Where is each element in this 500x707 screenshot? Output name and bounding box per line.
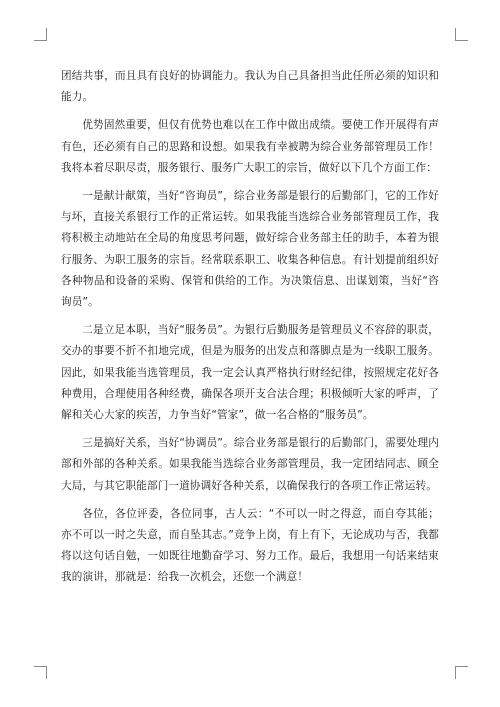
paragraph: 优势固然重要，但仅有优势也难以在工作中做出成绩。要使工作开展得有声有色，还必须有自己的思路和设想。如果我有幸被聘为综合业务部管理员工作！我将本着尽职尽责，服务银行、服务广大职工的宗旨，做好以下几个方面工作：: [61, 119, 439, 174]
crop-mark-top-left: [34, 28, 47, 41]
paragraph: 各位，各位评委，各位同事，古人云：“不可以一时之得意，而自夸其能；亦不可以一时之失意，而自坠其志。”竞争上岗，有上有下，无论成功与否，我都将以这句话自勉，一如既往地勤奋学习、努力工作。最后，我想用一句话来结束我的演讲，那就是：给我一次机会，还您一个满意！: [61, 507, 439, 584]
document-body: [61, 66, 439, 596]
crop-mark-bottom-left: [34, 666, 47, 679]
paragraph: 二是立足本职，当好“服务员”。为银行后勤服务是管理员义不容辞的职责，交办的事要不折不扣地完成，但是为服务的出发点和落脚点是为一线职工服务。因此，如果我能当选管理员，我一定会认真严格执行财经纪律，按照规定花好各种费用，合理使用各种经费，确保各项开支合法合理；积极倾听大家的呼声，了解和关心大家的疾苦，力争当好“管家”，做一名合格的“服务员”。: [61, 324, 439, 422]
paragraph: 三是搞好关系，当好“协调员”。综合业务部是银行的后勤部门，需要处理内部和外部的各种关系。如果我能当选综合业务部管理员，我一定团结同志、顾全大局，与其它职能部门一道协调好各种关系，以确保我行的各项工作正常运转。: [61, 437, 439, 492]
paragraph: 团结共事，而且具有良好的协调能力。我认为自己具备担当此任所必须的知识和能力。: [61, 70, 439, 104]
crop-mark-bottom-right: [455, 666, 468, 679]
crop-mark-top-right: [455, 28, 468, 41]
paragraph: 一是献计献策，当好“咨询员”，综合业务部是银行的后勤部门，它的工作好与坏，直接关系银行工作的正常运转。如果我能当选综合业务部管理员工作，我将积极主动地站在全局的角度思考问题，做好综合业务部主任的助手，本着为银行服务、为职工服务的宗旨。经常联系职工、收集各种信息。有计划提前组织好各种物品和设备的采购、保管和供给的工作。为决策信息、出谋划策，当好“咨询员”。: [61, 190, 439, 309]
